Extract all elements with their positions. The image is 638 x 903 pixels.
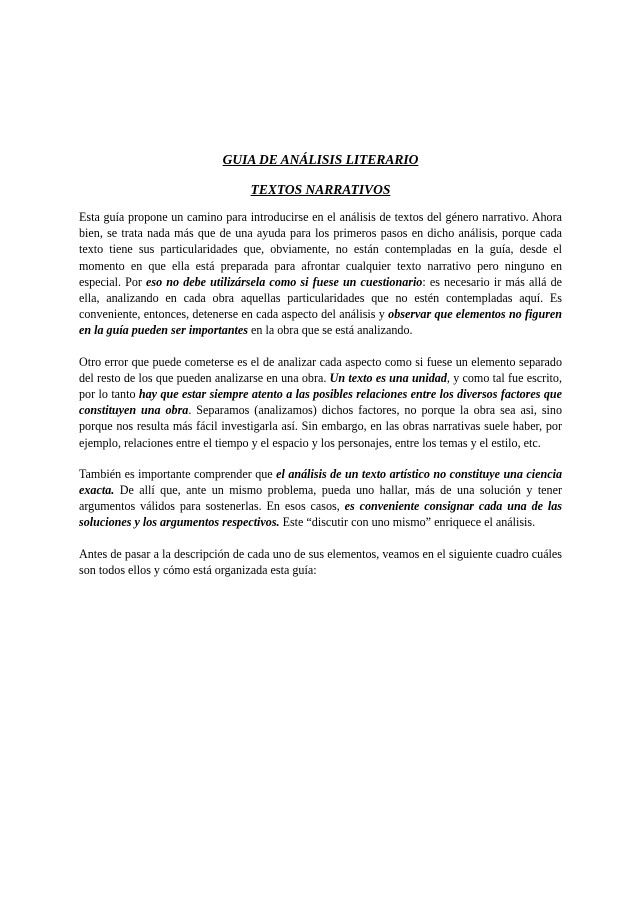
paragraph-intro [79,209,562,339]
emphasis-run: eso no debe utilizársela como si fuese un cuestionario [146,274,423,289]
paragraph-not-exact-science [79,466,562,531]
text-run: en la obra que se está analizando. [248,323,413,338]
emphasis-run: Un texto es una unidad [329,370,447,385]
document-page [79,152,562,578]
text-run: Este “discutir con uno mismo” enriquece el análisis. [279,515,536,530]
text-run: . Separamos (analizamos) dichos factores, no porque la obra sea asi, sino porque nos resulta más fácil investigarla así. Sin embargo, en las obras narrativas suele haber, por ejemplo, relaciones entre el tiempo y el espacio y los personajes, entre los temas y el estilo, etc. [79,403,562,450]
text-run: También es importante comprender que [79,466,277,481]
emphasis-run: hay que estar siempre atento a las posibles relaciones entre los diversos factores que constituyen una obra [79,387,562,418]
text-run: : es necesario ir más allá de ella, analizando en cada obra aquellas particularidades que no estén contempladas aquí. Es conveniente, entonces, detenerse en cada aspecto del análisis y [79,274,562,322]
emphasis-run: observar que elementos no figuren en la guía pueden ser importantes [79,307,562,338]
document-title: GUIA DE ANÁLISIS LITERARIO [222,152,419,167]
document-subtitle: TEXTOS NARRATIVOS [250,182,391,197]
text-run: Esta guía propone un camino para introducirse en el análisis de textos del género narrativo. Ahora bien, se trata nada más que de una ayuda para los primeros pasos en dicho análisis, porque cada texto tiene sus particularidades que, obviamente, no están contempladas en la guía, desde el momento en que ella está preparada para afrontar cualquier texto narrativo pero ninguno en especial. Por [79,210,562,289]
text-run: Antes de pasar a la descripción de cada uno de sus elementos, veamos en el siguiente cuadro cuáles son todos ellos y cómo está organizada esta guía: [79,546,562,577]
paragraph-unity [79,354,562,451]
emphasis-run: es conveniente consignar cada una de las soluciones y los argumentos respectivos. [79,499,562,530]
text-run: De allí que, ante un mismo problema, pueda uno hallar, más de una solución y tener argumentos válidos para sostenerlas. En esos casos, [79,483,562,514]
text-run: Otro error que puede cometerse es el de analizar cada aspecto como si fuese un elemento separado del resto de los que pueden analizarse en una obra. [79,354,562,385]
text-run: , y como tal fue escrito, por lo tanto [79,370,562,402]
emphasis-run: el análisis de un texto artístico no constituye una ciencia exacta. [79,466,563,498]
paragraph-overview [79,546,562,578]
